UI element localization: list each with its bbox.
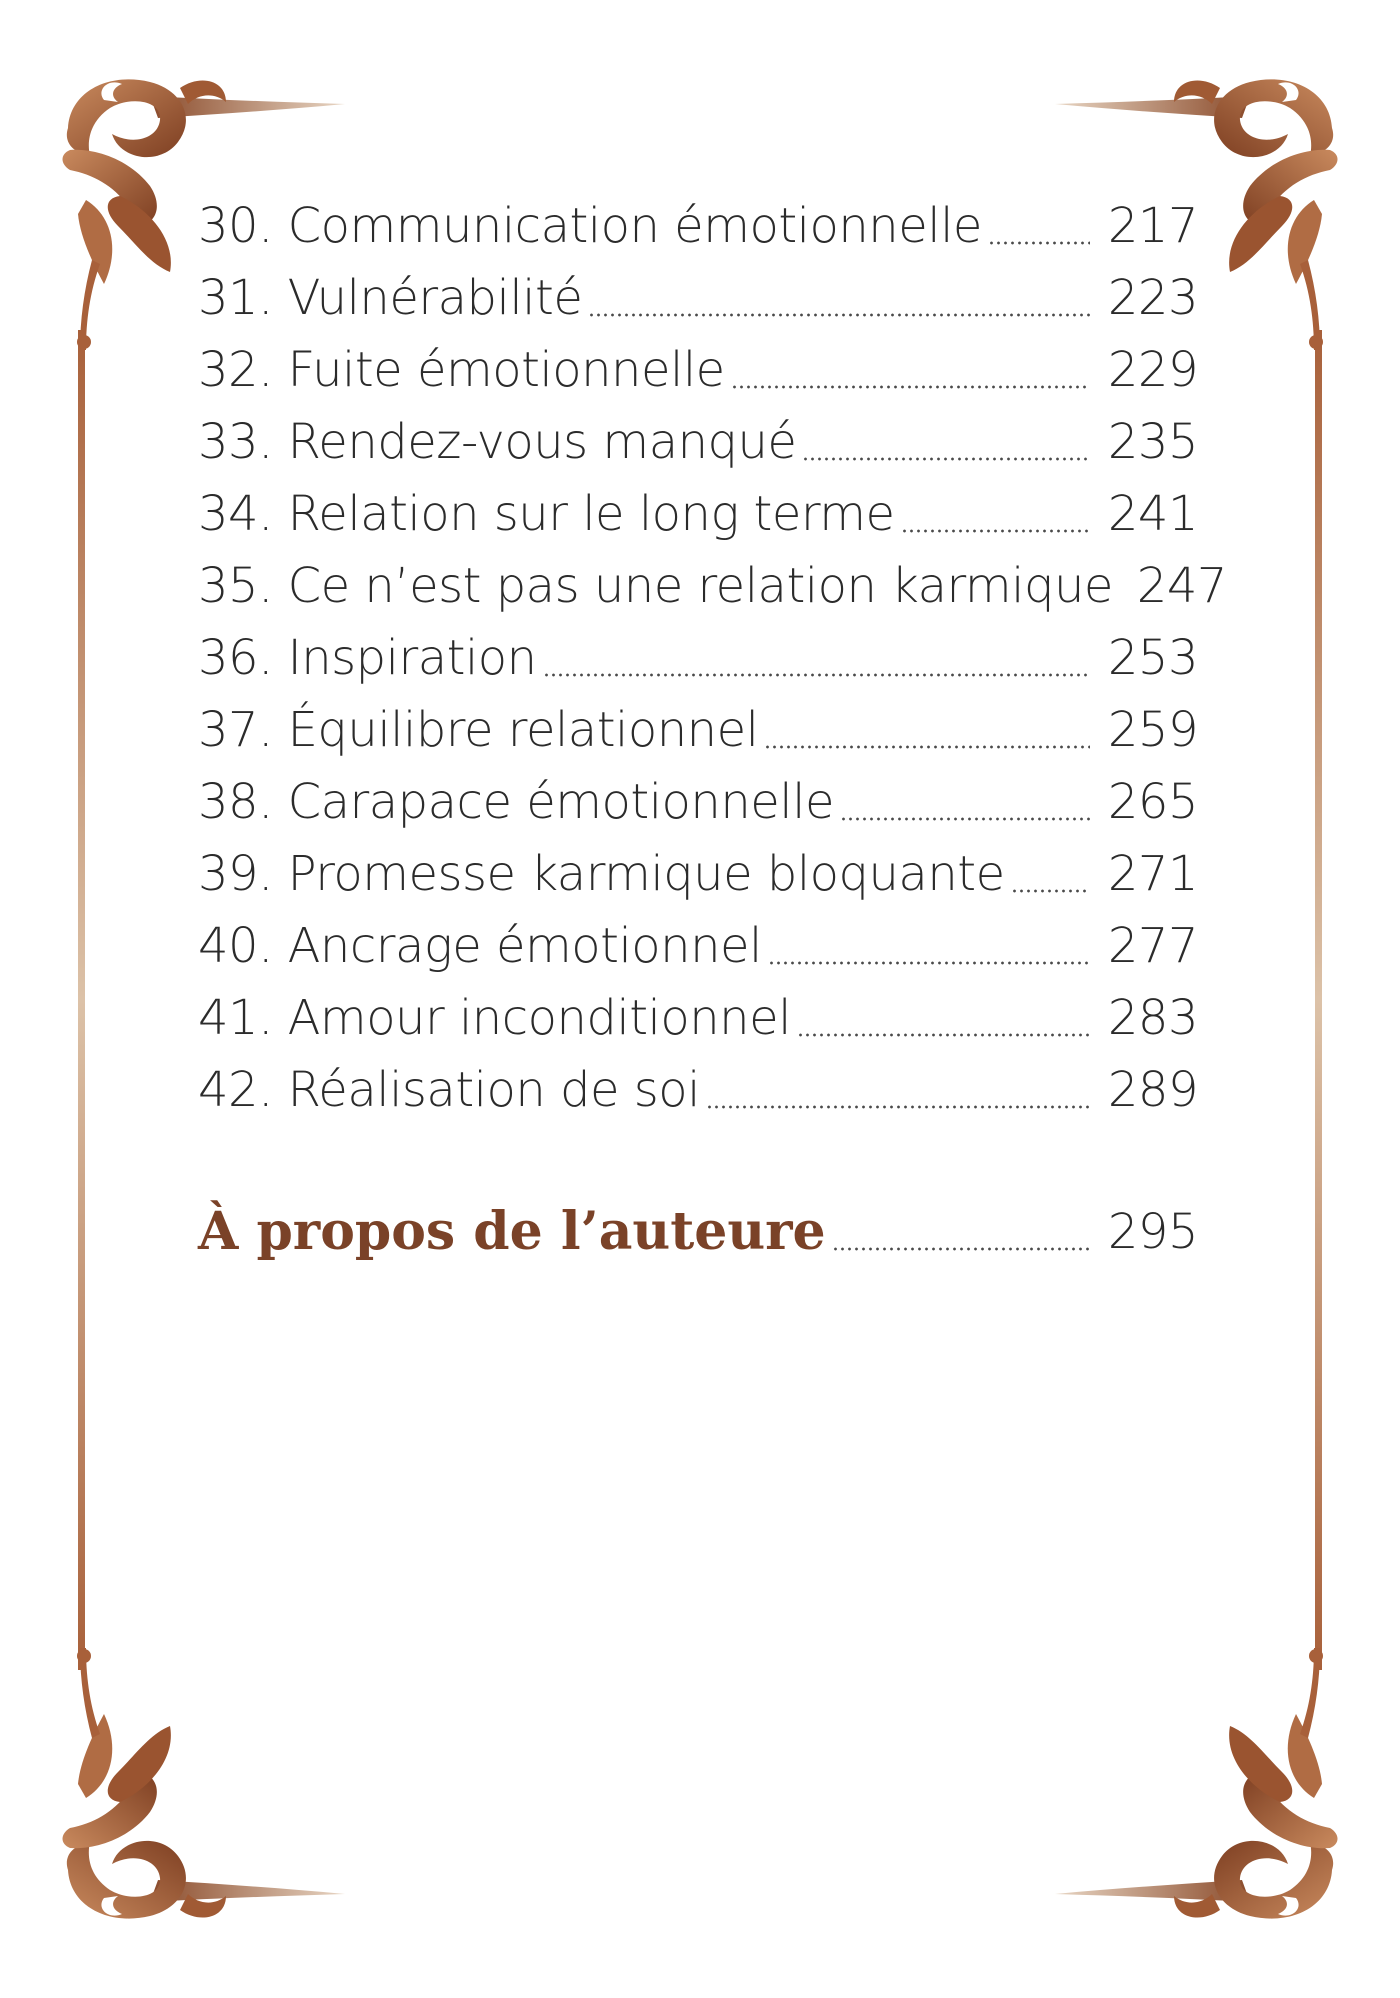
ornament-bottom-right xyxy=(1055,1648,1338,1919)
toc-entry-title: 41. Amour inconditionnel xyxy=(198,990,791,1046)
toc-entry-page: 241 xyxy=(1107,486,1198,542)
toc-entry[interactable] xyxy=(198,190,1198,262)
table-of-contents xyxy=(198,190,1227,1268)
toc-entry-page: 217 xyxy=(1107,198,1198,254)
toc-entry[interactable] xyxy=(198,838,1198,910)
dot-leader xyxy=(731,376,1090,390)
toc-entry-title: 35. Ce n’est pas une relation karmique xyxy=(198,558,1113,614)
toc-entry-page: 223 xyxy=(1107,270,1198,326)
toc-entry-title: 30. Communication émotionnelle xyxy=(198,198,982,254)
toc-entry[interactable] xyxy=(198,262,1198,334)
dot-leader xyxy=(768,952,1090,966)
toc-entry-page: 289 xyxy=(1107,1062,1198,1118)
toc-entry-page: 235 xyxy=(1107,414,1198,470)
toc-entry-title: 32. Fuite émotionnelle xyxy=(198,342,725,398)
dot-leader xyxy=(802,448,1090,462)
about-author-page: 295 xyxy=(1107,1204,1198,1260)
dot-leader xyxy=(988,232,1090,246)
dot-leader xyxy=(832,1238,1090,1252)
dot-leader xyxy=(543,664,1090,678)
dot-leader xyxy=(1011,880,1090,894)
toc-entry[interactable] xyxy=(198,550,1227,622)
toc-entry-page: 283 xyxy=(1107,990,1198,1046)
toc-entry-title: 39. Promesse karmique bloquante xyxy=(198,846,1005,902)
dot-leader xyxy=(764,736,1090,750)
toc-entry[interactable] xyxy=(198,910,1198,982)
toc-entry-title: 33. Rendez-vous manqué xyxy=(198,414,797,470)
dot-leader xyxy=(840,808,1090,822)
toc-entry[interactable] xyxy=(198,622,1198,694)
dot-leader xyxy=(706,1096,1090,1110)
toc-entry-page: 259 xyxy=(1107,702,1198,758)
toc-entry-page: 253 xyxy=(1107,630,1198,686)
toc-entry-title: 36. Inspiration xyxy=(198,630,537,686)
ornament-bottom-left xyxy=(63,1648,346,1919)
toc-entry-title: 34. Relation sur le long terme xyxy=(198,486,895,542)
toc-entry-page: 277 xyxy=(1107,918,1198,974)
toc-entry[interactable] xyxy=(198,406,1198,478)
toc-entry[interactable] xyxy=(198,766,1198,838)
toc-entry[interactable] xyxy=(198,334,1198,406)
toc-entry[interactable] xyxy=(198,478,1198,550)
about-author-title: À propos de l’auteure xyxy=(198,1201,826,1262)
toc-entry-title: 37. Équilibre relationnel xyxy=(198,702,759,758)
toc-entry-page: 229 xyxy=(1107,342,1198,398)
toc-entry[interactable] xyxy=(198,1054,1198,1126)
toc-entry-title: 42. Réalisation de soi xyxy=(198,1062,700,1118)
toc-entry-page: 265 xyxy=(1107,774,1198,830)
toc-entry-page: 247 xyxy=(1136,558,1227,614)
toc-entry-page: 271 xyxy=(1107,846,1198,902)
toc-entry[interactable] xyxy=(198,982,1198,1054)
toc-entry[interactable] xyxy=(198,694,1198,766)
toc-entry-title: 31. Vulnérabilité xyxy=(198,270,583,326)
toc-entry-title: 40. Ancrage émotionnel xyxy=(198,918,762,974)
toc-entry-about-author[interactable] xyxy=(198,1196,1198,1268)
dot-leader xyxy=(901,520,1090,534)
toc-entry-title: 38. Carapace émotionnelle xyxy=(198,774,834,830)
dot-leader xyxy=(797,1024,1090,1038)
dot-leader xyxy=(588,304,1090,318)
